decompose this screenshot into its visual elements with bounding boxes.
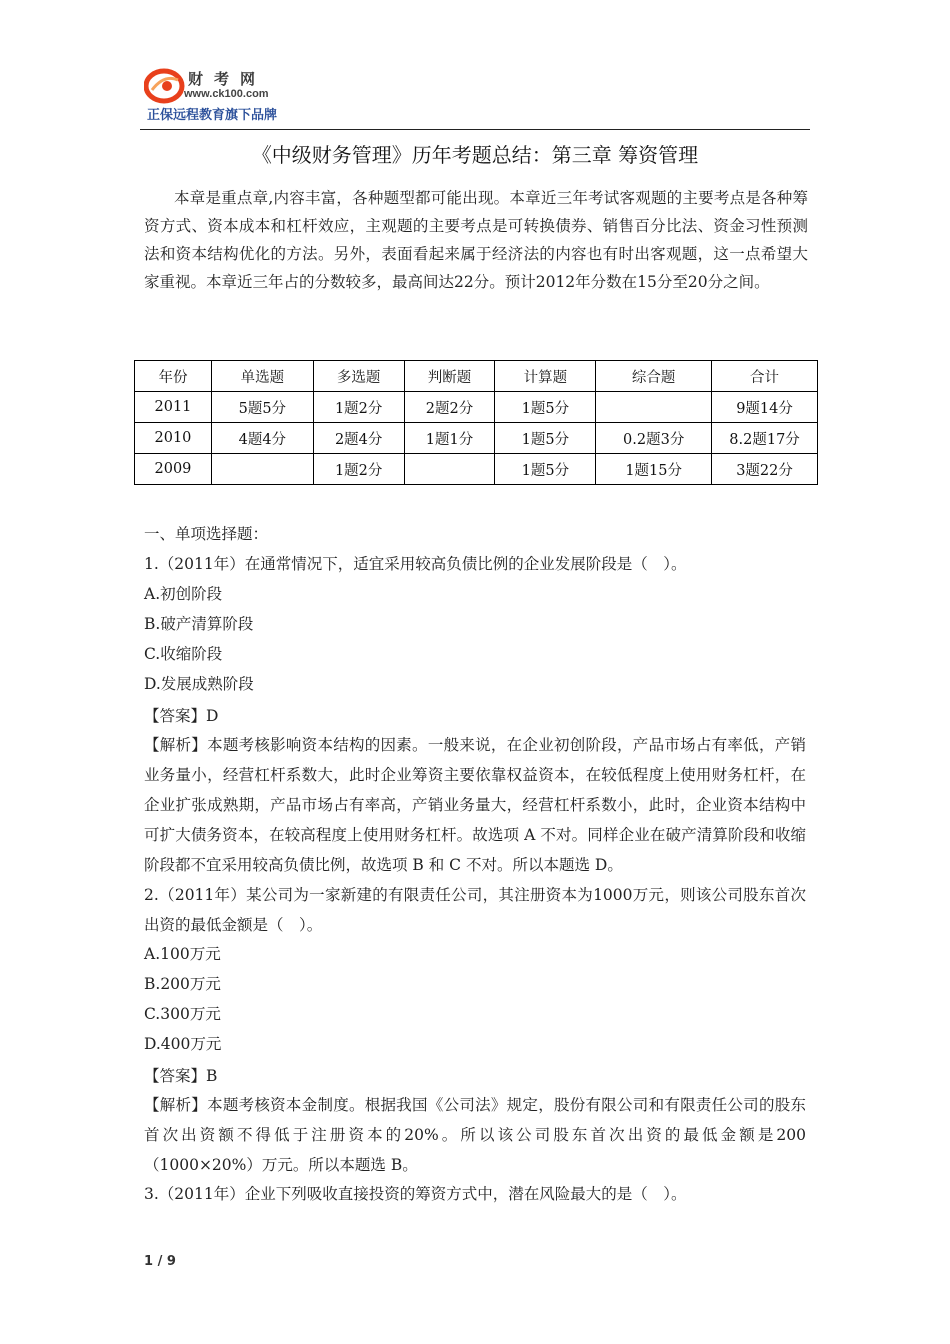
- question-1-analysis: 【解析】本题考核影响资本结构的因素。一般来说，在企业初创阶段，产品市场占有率低，产销业务量小，经营杠杆系数大，此时企业筹资主要依靠权益资本，在较低程度上使用财务杠杆，在企业扩张成熟期，产品市场占有率高，产销业务量大，经营杠杆系数小，此时，企业资本结构中可扩大债务资本，在较高程度上使用财务杠杆。故选项 A 不对。同样企业在破产清算阶段和收缩阶段都不宜采用较高负债比例，故选项 B 和 C 不对。所以本题选 D。: [144, 736, 806, 874]
- question-1-option-c: C.收缩阶段: [144, 645, 223, 663]
- header-cell: 判断题: [404, 361, 495, 392]
- table-cell: 3题22分: [712, 454, 818, 485]
- table-cell: 1题2分: [313, 454, 404, 485]
- table-cell: 1题15分: [596, 454, 712, 485]
- document-title: 《中级财务管理》历年考题总结：第三章 筹资管理: [251, 143, 699, 167]
- intro-paragraph: 本章是重点章,内容丰富，各种题型都可能出现。本章近三年考试客观题的主要考点是各种筹资方式、资本成本和杠杆效应，主观题的主要考点是可转换债券、销售百分比法、资金习性预测法和资本结构优化的方法。另外，表面看起来属于经济法的内容也有时出客观题，这一点希望大家重视。本章近三年占的分数较多，最高间达22分。预计2012年分数在15分至20分之间。: [144, 189, 808, 291]
- header-divider: [140, 129, 810, 130]
- table-cell: 4题4分: [211, 423, 313, 454]
- question-1-option-b: B.破产清算阶段: [144, 615, 254, 633]
- table-cell: 2011: [135, 392, 212, 423]
- question-2-stem: 2.（2011年）某公司为一家新建的有限责任公司，其注册资本为1000万元，则该公司股东首次出资的最低金额是（ ）。: [144, 886, 806, 934]
- brand-url[interactable]: www.ck100.com: [184, 88, 269, 100]
- table-cell: [596, 392, 712, 423]
- page-number: 1 / 9: [144, 1254, 176, 1269]
- table-cell: 2题2分: [404, 392, 495, 423]
- ck100-swirl-logo-icon: [144, 66, 186, 106]
- question-2-answer: 【答案】B: [144, 1067, 218, 1085]
- table-header-row: [135, 361, 818, 392]
- table-row: [135, 423, 818, 454]
- table-cell: [404, 454, 495, 485]
- table-cell: 2009: [135, 454, 212, 485]
- question-1-option-a: A.初创阶段: [144, 585, 223, 603]
- table-cell: 9题14分: [712, 392, 818, 423]
- brand-name: 财考网: [188, 70, 267, 88]
- section-heading: 一、单项选择题：: [144, 525, 269, 543]
- header-cell: 单选题: [211, 361, 313, 392]
- table-cell: 1题5分: [495, 423, 596, 454]
- table-cell: 5题5分: [211, 392, 313, 423]
- header-cell: 年份: [135, 361, 212, 392]
- question-2-option-d: D.400万元: [144, 1035, 222, 1053]
- question-1-option-d: D.发展成熟阶段: [144, 675, 254, 693]
- header-cell: 合计: [712, 361, 818, 392]
- table-cell: 2010: [135, 423, 212, 454]
- header-cell: 综合题: [596, 361, 712, 392]
- table-cell: 1题2分: [313, 392, 404, 423]
- question-2-option-a: A.100万元: [144, 945, 221, 963]
- question-2-option-c: C.300万元: [144, 1005, 221, 1023]
- score-table: [134, 360, 818, 485]
- table-row: [135, 392, 818, 423]
- question-1-stem: 1.（2011年）在通常情况下，适宜采用较高负债比例的企业发展阶段是（ ）。: [144, 555, 687, 573]
- brand-logo[interactable]: [144, 66, 344, 122]
- table-cell: [211, 454, 313, 485]
- table-cell: 1题1分: [404, 423, 495, 454]
- table-cell: 0.2题3分: [596, 423, 712, 454]
- header-cell: 多选题: [313, 361, 404, 392]
- header-cell: 计算题: [495, 361, 596, 392]
- table-cell: 8.2题17分: [712, 423, 818, 454]
- question-3-stem: 3.（2011年）企业下列吸收直接投资的筹资方式中，潜在风险最大的是（ ）。: [144, 1185, 687, 1203]
- table-cell: 2题4分: [313, 423, 404, 454]
- question-2-option-b: B.200万元: [144, 975, 221, 993]
- question-2-analysis: 【解析】本题考核资本金制度。根据我国《公司法》规定，股份有限公司和有限责任公司的股东首次出资额不得低于注册资本的20%。所以该公司股东首次出资的最低金额是200（1000×20%）万元。所以本题选 B。: [144, 1096, 806, 1174]
- brand-tagline: 正保远程教育旗下品牌: [147, 108, 278, 123]
- table-cell: 1题5分: [495, 454, 596, 485]
- table-row: [135, 454, 818, 485]
- table-cell: 1题5分: [495, 392, 596, 423]
- question-1-answer: 【答案】D: [144, 707, 219, 725]
